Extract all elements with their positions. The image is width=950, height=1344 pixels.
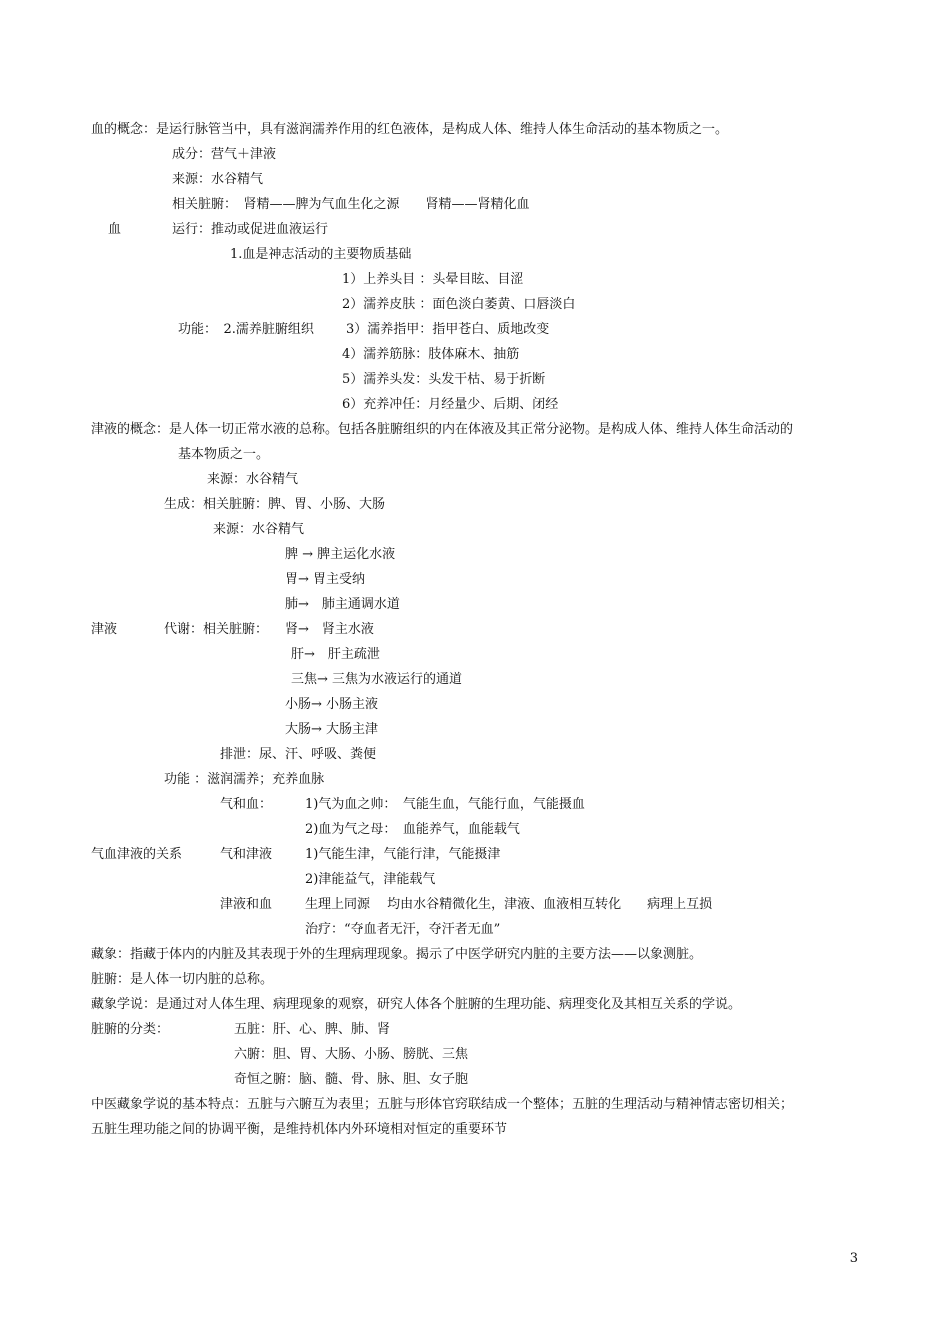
fluid-metabolism-item: 肺→ 肺主通调水道 (285, 597, 400, 612)
fluid-blood-label: 津液和血 (220, 897, 273, 912)
fluid-generation-source: 来源：水谷精气 (207, 472, 299, 487)
blood-function-2-6: 6）充养冲任：月经量少、后期、闭经 (342, 397, 559, 412)
fluid-metabolism-item: 小肠→ 小肠主液 (285, 697, 379, 712)
fluid-blood-line-1: 生理上同源 均由水谷精微化生，津液、血液相互转化 病理上互损 (305, 897, 713, 912)
fluid-metabolism-item: 三焦→ 三焦为水液运行的通道 (291, 672, 463, 687)
fluid-metabolism-item: 胃→ 胃主受纳 (285, 572, 366, 587)
fluid-concept-line-2: 基本物质之一。 (178, 447, 270, 462)
blood-side-label: 血 (108, 222, 122, 237)
zangfu-class-3: 奇恒之腑：脑、髓、骨、脉、胆、女子胞 (234, 1072, 469, 1087)
qi-blood-line-1: 1)气为血之帅： 气能生血，气能行血，气能摄血 (305, 797, 585, 812)
qi-blood-label: 气和血： (220, 797, 273, 812)
zangxiang-theory: 藏象学说：是通过对人体生理、病理现象的观察，研究人体各个脏腑的生理功能、病理变化及其相互关系的学说。 (91, 997, 742, 1012)
fluid-function: 功能 ：滋润濡养；充养血脉 (164, 772, 325, 787)
fluid-generation-organs: 生成：相关脏腑：脾、胃、小肠、大肠 (164, 497, 386, 512)
blood-function-2-1: 1）上养头目 ：头晕目眩、目涩 (342, 272, 524, 287)
fluid-excretion: 排泄：尿、汗、呼吸、粪便 (220, 747, 377, 762)
zangfu-class-2: 六腑：胆、胃、大肠、小肠、膀胱、三焦 (234, 1047, 469, 1062)
page-number: 3 (849, 1251, 858, 1266)
fluid-metabolism-item: 大肠→ 大肠主津 (285, 722, 379, 737)
zangfu-class-1: 五脏：肝、心、脾、肺、肾 (234, 1022, 391, 1037)
fluid-metabolism-item: 肾→ 肾主水液 (285, 622, 374, 637)
fluid-side-label: 津液 (91, 622, 118, 637)
blood-concept: 血的概念：是运行脉管当中，具有滋润濡养作用的红色液体，是构成人体、维持人体生命活动的基本物质之一。 (91, 122, 729, 137)
blood-function-2-4: 4）濡养筋脉：肢体麻木、抽筋 (342, 347, 520, 362)
zangxiang-features-line-1: 中医藏象学说的基本特点：五脏与六腑互为表里；五脏与形体官窍联结成一个整体；五脏的生理活动与精神情志密切相关； (91, 1097, 794, 1112)
blood-organs: 相关脏腑： 肾精——脾为气血生化之源 肾精——肾精化血 (172, 197, 530, 212)
qi-fluid-label: 气和津液 (220, 847, 273, 862)
qi-fluid-line-2: 2)津能益气，津能载气 (305, 872, 436, 887)
relations-side-label: 气血津液的关系 (91, 847, 183, 862)
zangfu-class-label: 脏腑的分类： (91, 1022, 170, 1037)
blood-function-label: 功能： 2.濡养脏腑组织 (178, 322, 314, 337)
blood-circulation: 运行：推动或促进血液运行 (172, 222, 329, 237)
qi-fluid-line-1: 1)气能生津，气能行津，气能摄津 (305, 847, 501, 862)
blood-function-2-2: 2）濡养皮肤 ：面色淡白萎黄、口唇淡白 (342, 297, 576, 312)
blood-function-2-5: 5）濡养头发：头发干枯、易于折断 (342, 372, 546, 387)
fluid-metabolism-source: 来源：水谷精气 (213, 522, 305, 537)
blood-composition: 成分：营气＋津液 (172, 147, 277, 162)
fluid-concept-line-1: 津液的概念：是人体一切正常水液的总称。包括各脏腑组织的内在体液及其正常分泌物。是构成人体、维持人体生命活动的 (91, 422, 794, 437)
fluid-blood-line-2: 治疗：“夺血者无汗，夺汗者无血” (305, 922, 501, 937)
blood-function-1: 1.血是神志活动的主要物质基础 (230, 247, 412, 262)
zangxiang-features-line-2: 五脏生理功能之间的协调平衡，是维持机体内外环境相对恒定的重要环节 (91, 1122, 508, 1137)
blood-source: 来源：水谷精气 (172, 172, 264, 187)
fluid-metabolism-item: 肝→ 肝主疏泄 (291, 647, 380, 662)
zangfu-definition: 脏腑：是人体一切内脏的总称。 (91, 972, 274, 987)
zangxiang-definition: 藏象：指藏于体内的内脏及其表现于外的生理病理现象。揭示了中医学研究内脏的主要方法——以象测脏。 (91, 947, 703, 962)
qi-blood-line-2: 2)血为气之母： 血能养气，血能载气 (305, 822, 520, 837)
fluid-metabolism-label: 代谢：相关脏腑： (164, 622, 269, 637)
blood-function-2-3: 3）濡养指甲：指甲苍白、质地改变 (346, 322, 550, 337)
fluid-metabolism-item: 脾 → 脾主运化水液 (285, 547, 396, 562)
